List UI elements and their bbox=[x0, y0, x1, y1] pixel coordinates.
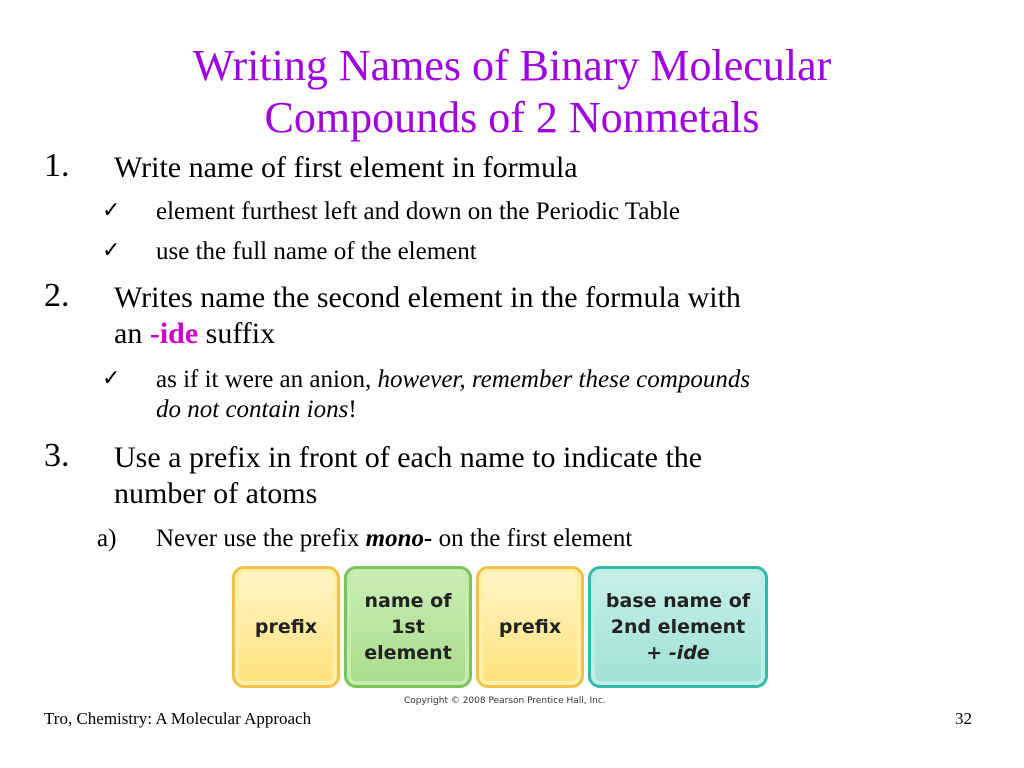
bullet-2-italic-1: however, remember these compounds bbox=[377, 366, 751, 393]
step-2-line-1: Writes name the second element in the formula with bbox=[114, 281, 741, 314]
check-icon: ✓ bbox=[102, 365, 121, 390]
bullet-2-1 bbox=[156, 365, 976, 425]
prefix-box-2 bbox=[476, 566, 584, 688]
second-element-line-1: base name of bbox=[605, 590, 751, 612]
prefix-label-2: prefix bbox=[498, 616, 562, 638]
first-element-line-3: element bbox=[364, 642, 452, 664]
step-2-suffix-word: suffix bbox=[198, 317, 276, 350]
step-number-3: 3. bbox=[44, 437, 70, 474]
footer-citation: Tro, Chemistry: A Molecular Approach bbox=[44, 709, 312, 728]
copyright-notice: Copyright © 2008 Pearson Prentice Hall, Inc. bbox=[404, 696, 606, 706]
step-number-2: 2. bbox=[44, 277, 70, 314]
bullet-2-1-line-2 bbox=[156, 395, 976, 425]
step-2-line-2 bbox=[114, 316, 974, 352]
page-number: 32 bbox=[955, 709, 972, 728]
first-element-line-1: name of bbox=[364, 590, 452, 612]
step-text-2 bbox=[114, 280, 974, 352]
title-line-2: Compounds of 2 Nonmetals bbox=[264, 93, 760, 142]
step-3-line-2: number of atoms bbox=[114, 477, 318, 510]
bullet-2-end: ! bbox=[348, 396, 357, 423]
prefix-label-1: prefix bbox=[254, 616, 318, 638]
sub-a-before: Never use the prefix bbox=[156, 525, 366, 552]
title-line-1: Writing Names of Binary Molecular bbox=[192, 41, 832, 90]
mono-prefix: mono- bbox=[365, 525, 433, 552]
second-element-box bbox=[588, 566, 768, 688]
bullet-1-1: element furthest left and down on the Periodic Table bbox=[156, 198, 681, 225]
first-element-line-2: 1st bbox=[391, 616, 425, 638]
check-icon: ✓ bbox=[102, 237, 121, 262]
second-element-line-2: 2nd element bbox=[610, 616, 746, 638]
step-2-an: an bbox=[114, 317, 150, 350]
bullet-2-italic-2: do not contain ions bbox=[156, 396, 349, 423]
sub-a-after: on the first element bbox=[432, 525, 633, 552]
step-text-1: Write name of first element in formula bbox=[114, 151, 578, 184]
second-element-line-3 bbox=[606, 640, 750, 666]
sub-marker-a: a) bbox=[97, 525, 117, 552]
bullet-1-2: use the full name of the element bbox=[156, 238, 477, 265]
check-icon: ✓ bbox=[102, 197, 121, 222]
step-3-line-1: Use a prefix in front of each name to indicate the bbox=[114, 441, 703, 474]
ide-label: -ide bbox=[668, 642, 710, 664]
sub-item-a bbox=[156, 524, 976, 554]
step-number-1: 1. bbox=[44, 147, 70, 184]
step-text-3 bbox=[114, 440, 974, 512]
slide-title bbox=[40, 40, 984, 144]
second-element-label bbox=[606, 588, 750, 666]
bullet-2-plain: as if it were an anion, bbox=[156, 366, 378, 393]
first-element-box bbox=[344, 566, 472, 688]
first-element-label bbox=[364, 588, 452, 666]
bullet-2-1-line-1 bbox=[156, 365, 976, 395]
ide-suffix: -ide bbox=[149, 317, 199, 350]
prefix-box-1 bbox=[232, 566, 340, 688]
plus-sign: + bbox=[646, 642, 669, 664]
